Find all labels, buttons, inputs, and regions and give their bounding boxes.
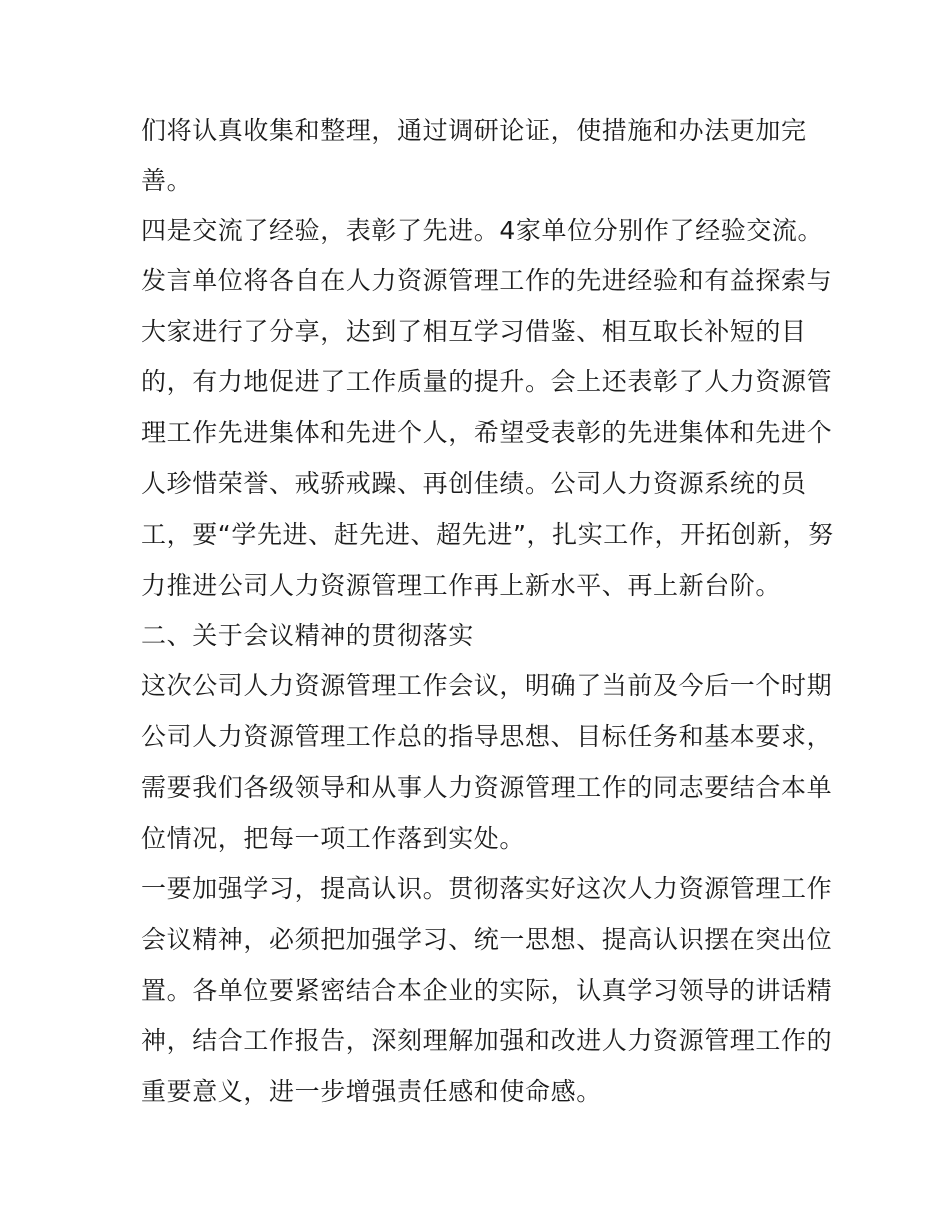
text-line: 工，要“学先进、赶先进、超先进”，扎实工作，开拓创新，努 [141,520,834,549]
text-line: 的，有力地促进了工作质量的提升。会上还表彰了人力资源管 [141,367,833,396]
text-line: 重要意义，进一步增强责任感和使命感。 [141,1077,602,1106]
text-line: 公司人力资源管理工作总的指导思想、目标任务和基本要求， [141,722,833,751]
text-line: 置。各单位要紧密结合本企业的实际，认真学习领导的讲话精 [141,976,833,1005]
text-line: 四是交流了经验，表彰了先进。4家单位分别作了经验交流。 [141,216,824,245]
section-heading: 二、关于会议精神的贯彻落实 [141,621,474,650]
text-line: 力推进公司人力资源管理工作再上新水平、再上新台阶。 [141,571,782,600]
text-line: 需要我们各级领导和从事人力资源管理工作的同志要结合本单 [141,773,833,802]
text-line: 善。 [141,166,193,195]
text-line: 发言单位将各自在人力资源管理工作的先进经验和有益探索与 [141,266,833,295]
text-line: 位情况，把每一项工作落到实处。 [141,824,526,853]
text-line: 这次公司人力资源管理工作会议，明确了当前及今后一个时期 [141,671,833,700]
text-line: 一要加强学习，提高认识。贯彻落实好这次人力资源管理工作 [141,874,833,903]
text-line: 们将认真收集和整理，通过调研论证，使措施和办法更加完 [141,116,807,145]
text-line: 会议精神，必须把加强学习、统一思想、提高认识摆在突出位 [141,925,833,954]
text-line: 人珍惜荣誉、戒骄戒躁、再创佳绩。公司人力资源系统的员 [141,469,807,498]
text-line: 大家进行了分享，达到了相互学习借鉴、相互取长补短的目 [141,317,807,346]
text-line: 理工作先进集体和先进个人，希望受表彰的先进集体和先进个 [141,418,833,447]
text-line: 神，结合工作报告，深刻理解加强和改进人力资源管理工作的 [141,1026,833,1055]
